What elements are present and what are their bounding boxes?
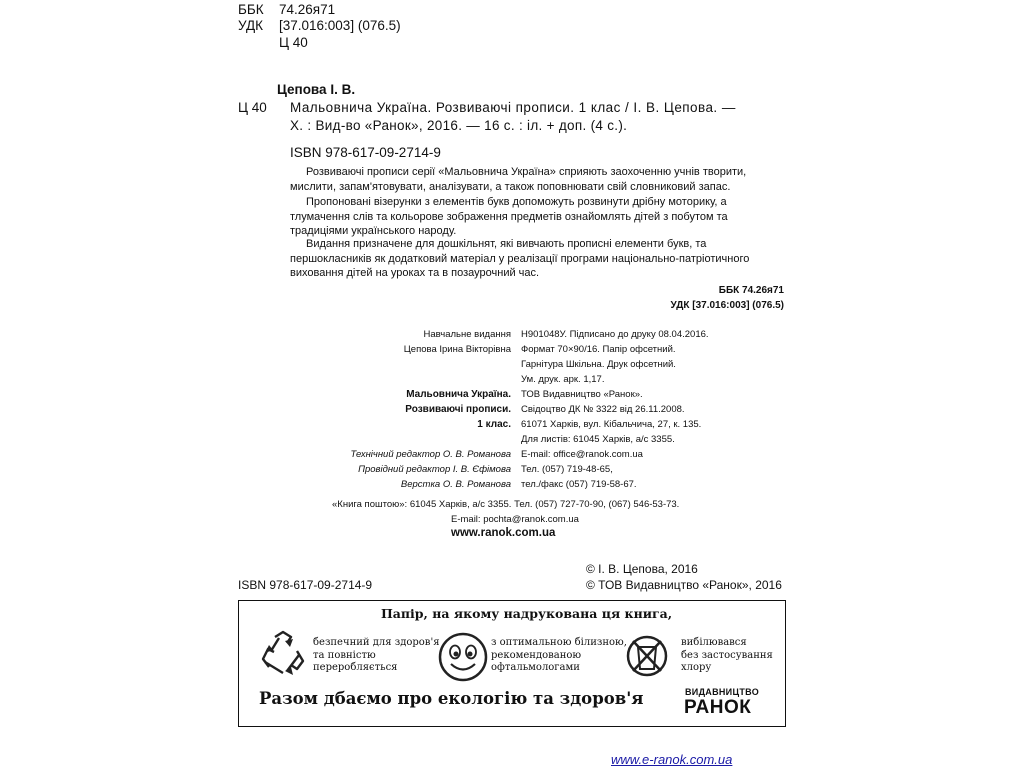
lead-editor: Провідний редактор І. В. Єфімова — [358, 464, 511, 475]
publisher-mail-address: Для листів: 61045 Харків, а/с 3355. — [521, 434, 675, 445]
eco-info-box — [238, 600, 786, 727]
eco-text-1-line-1: безпечний для здоров'я — [313, 637, 440, 648]
publisher-name: ТОВ Видавництво «Ранок». — [521, 389, 643, 400]
eco-text-1-line-3: переробляється — [313, 662, 398, 673]
copyright-author: © І. В. Цепова, 2016 — [586, 562, 698, 576]
publisher-certificate: Свідоцтво ДК № 3322 від 26.11.2008. — [521, 404, 685, 415]
annotation-text-3: Видання призначене для дошкільнят, які вивчають прописні елементи букв, та першокласників як додатковий матеріал у реалізації програми національно-патріотичного виховання дітей на уроках та в позаурочний час. — [290, 238, 750, 279]
udk-label: УДК — [238, 18, 263, 33]
print-sheets: Ум. друк. арк. 1,17. — [521, 374, 605, 385]
tech-editor: Технічний редактор О. В. Романова — [350, 449, 511, 460]
author-name: Цепова І. В. — [277, 82, 356, 97]
eco-text-2 — [491, 637, 627, 675]
copyright-publisher: © ТОВ Видавництво «Ранок», 2016 — [586, 578, 782, 592]
eco-heading: Папір, на якому надрукована ця книга, — [381, 606, 673, 621]
no-chlorine-icon — [625, 631, 669, 681]
eco-text-2-line-2: рекомендованою — [491, 649, 582, 661]
udk-right: УДК [37.016:003] (076.5) — [670, 300, 784, 311]
book-title-line-3: 1 клас. — [477, 419, 511, 430]
publisher-site: www.ranok.com.ua — [451, 527, 556, 539]
imprint-left-1 — [285, 327, 511, 357]
author-code: Ц 40 — [279, 35, 308, 50]
eco-slogan: Разом дбаємо про екологію та здоров'я — [259, 689, 644, 708]
publisher-address: 61071 Харків, вул. Кібальчича, 27, к. 135. — [521, 419, 702, 430]
isbn-top: ISBN 978-617-09-2714-9 — [290, 145, 441, 160]
layout-editor: Верстка О. В. Романова — [400, 479, 511, 490]
footer-site-link[interactable]: www.e-ranok.com.ua — [611, 752, 733, 767]
eco-text-1 — [313, 637, 440, 675]
bbk-right: ББК 74.26я71 — [718, 285, 784, 296]
book-title-line-2: Розвиваючі прописи. — [405, 404, 511, 415]
recycle-icon — [257, 629, 309, 679]
biblio-code: Ц 40 — [238, 100, 267, 115]
biblio-line-2: Х. : Вид-во «Ранок», 2016. — 16 с. : іл. + доп. (4 с.). — [290, 118, 628, 133]
imprint-right-3 — [521, 447, 643, 492]
book-title-line-1: Мальовнича Україна. — [406, 389, 511, 400]
udk-value: [37.016:003] (076.5) — [279, 18, 401, 33]
annotation-text-1: Розвиваючі прописи серії «Мальовнича Україна» сприяють заохоченню учнів творити, мислити, запам'ятовувати, аналізувати, а також поповнювати свій словниковий запас. — [290, 166, 747, 193]
smiley-face-icon — [437, 631, 489, 683]
publisher-fax: тел./факс (057) 719-58-67. — [521, 479, 637, 490]
publisher-phone: Тел. (057) 719-48-65, — [521, 464, 613, 475]
author-full-name: Цепова Ірина Вікторівна — [403, 344, 511, 355]
bbk-value: 74.26я71 — [279, 2, 336, 17]
print-signed: Н901048У. Підписано до друку 08.04.2016. — [521, 329, 709, 340]
print-typeface: Гарнітура Шкільна. Друк офсетний. — [521, 359, 676, 370]
bbk-label: ББК — [238, 2, 264, 17]
biblio-line-1: Мальовнича Україна. Розвиваючі прописи. 1 клас / І. В. Цепова. — — [290, 100, 736, 115]
publisher-logo-name: РАНОК — [684, 697, 752, 718]
eco-text-3 — [681, 637, 773, 675]
isbn-bottom: ISBN 978-617-09-2714-9 — [238, 578, 373, 592]
annotation-paragraph-1 — [290, 165, 785, 194]
publisher-email: E-mail: office@ranok.com.ua — [521, 449, 643, 460]
eco-text-3-line-3: хлору — [681, 662, 712, 673]
annotation-text-2: Пропоновані візерунки з елементів букв допоможуть розвинути дрібну моторику, а тлумачення слів та кольорове зображення предметів ознайомлять дітей з побутом та традиціями українського народу. — [290, 196, 728, 237]
eco-text-2-line-3: офтальмологами — [491, 662, 580, 673]
mail-order-email: E-mail: pochta@ranok.com.ua — [451, 514, 579, 525]
imprint-left-2 — [285, 387, 511, 432]
eco-text-3-line-1: вибілювався — [681, 637, 747, 648]
print-format: Формат 70×90/16. Папір офсетний. — [521, 344, 676, 355]
imprint-right-1 — [521, 327, 709, 387]
annotation-paragraph-2 — [290, 195, 785, 239]
imprint-left-3 — [285, 447, 511, 492]
annotation-paragraph-3 — [290, 237, 785, 281]
publisher-logo-top: ВИДАВНИЦТВО — [685, 687, 759, 697]
edition-type: Навчальне видання — [423, 329, 511, 340]
eco-text-2-line-1: з оптимальною білизною, — [491, 637, 627, 648]
imprint-right-2 — [521, 387, 701, 447]
mail-order-info: «Книга поштою»: 61045 Харків, а/с 3355. Тел. (057) 727-70-90, (067) 546-53-73. — [332, 499, 680, 510]
eco-text-3-line-2: без застосування — [681, 649, 773, 661]
eco-text-1-line-2: та повністю — [313, 649, 376, 661]
